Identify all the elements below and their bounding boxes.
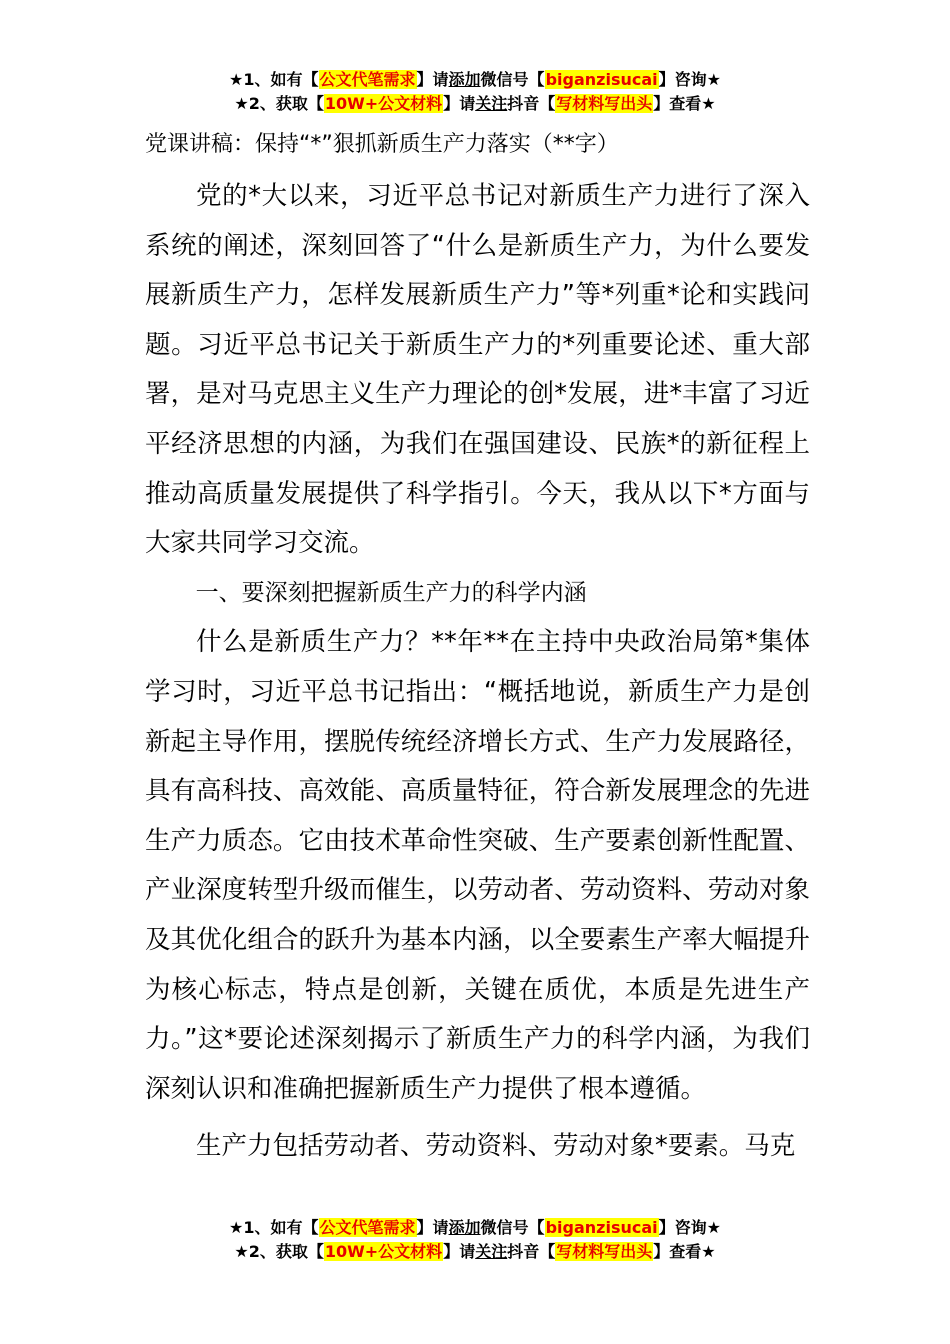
service-highlight: 公文代笔需求 <box>319 70 416 89</box>
banner-line-1 <box>0 68 950 92</box>
body-paragraph: 什么是新质生产力？**年**在主持中央政治局第*集体学习时，习近平总书记指出：“概括地说，新质生产力是创新起主导作用，摆脱传统经济增长方式、生产力发展路径，具有高科技、高效能、高质量特征，符合新发展理念的先进生产力质态。它由技术革命性突破、生产要素创新性配置、产业深度转型升级而催生，以劳动者、劳动资料、劳动对象及其优化组合的跃升为基本内涵，以全要素生产率大幅提升为核心标志，特点是创新，关键在质优，本质是先进生产力。”这*要论述深刻揭示了新质生产力的科学内涵，为我们深刻认识和准确把握新质生产力提供了根本遵循。 <box>145 627 810 1104</box>
banner-text: 】咨询★ <box>658 1218 721 1237</box>
star-icon: ★ <box>234 1242 249 1261</box>
service-highlight: 公文代笔需求 <box>319 1218 416 1237</box>
banner-line-2 <box>0 92 950 116</box>
banner-text: 1、如有【 <box>243 70 319 89</box>
banner-text: 】请 <box>416 1218 449 1237</box>
document-body <box>145 130 810 1172</box>
banner-text: 抖音【 <box>507 1242 556 1261</box>
banner-text: 1、如有【 <box>243 1218 319 1237</box>
banner-text: 2、获取【 <box>248 1242 324 1261</box>
banner-text: 】咨询★ <box>658 70 721 89</box>
wechat-id-highlight: biganzisucai <box>545 1218 658 1237</box>
banner-text: 】查看★ <box>653 94 716 113</box>
banner-text: 微信号【 <box>480 70 545 89</box>
intro-paragraph: 党的*大以来，习近平总书记对新质生产力进行了深入系统的阐述，深刻回答了“什么是新质生产力，为什么要发展新质生产力，怎样发展新质生产力”等*列重*论和实践问题。习近平总书记关于新质生产力的*列重要论述、重大部署，是对马克思主义生产力理论的创*发展，进*丰富了习近平经济思想的内涵，为我们在强国建设、民族*的新征程上推动高质量发展提供了科学指引。今天，我从以下*方面与大家共同学习交流。 <box>145 181 810 559</box>
star-icon: ★ <box>229 1218 244 1237</box>
douyin-account-highlight: 写材料写出头 <box>556 1242 653 1261</box>
star-icon: ★ <box>229 70 244 89</box>
document-title: 党课讲稿：保持“*”狠抓新质生产力落实（**字） <box>145 132 619 157</box>
footer-banner <box>0 1216 950 1264</box>
materials-highlight: 10W+公文材料 <box>324 1242 443 1261</box>
banner-text: 】查看★ <box>653 1242 716 1261</box>
banner-text: 2、获取【 <box>248 94 324 113</box>
banner-text: 】请 <box>416 70 449 89</box>
paragraph-gap <box>145 1114 810 1122</box>
wechat-id-highlight: biganzisucai <box>545 70 658 89</box>
section-heading-1: 一、要深刻把握新质生产力的科学内涵 <box>195 579 587 606</box>
banner-text: 】请 <box>443 1242 476 1261</box>
star-icon: ★ <box>234 94 249 113</box>
banner-line-1 <box>0 1216 950 1240</box>
banner-text: 】请 <box>443 94 476 113</box>
add-label: 添加 <box>448 1218 481 1237</box>
banner-text: 微信号【 <box>480 1218 545 1237</box>
banner-line-2 <box>0 1240 950 1264</box>
header-banner <box>0 68 950 116</box>
douyin-account-highlight: 写材料写出头 <box>556 94 653 113</box>
follow-label: 关注 <box>475 1242 508 1261</box>
add-label: 添加 <box>448 70 481 89</box>
materials-highlight: 10W+公文材料 <box>324 94 443 113</box>
body-paragraph: 生产力包括劳动者、劳动资料、劳动对象*要素。马克 <box>196 1131 796 1162</box>
follow-label: 关注 <box>475 94 508 113</box>
banner-text: 抖音【 <box>507 94 556 113</box>
